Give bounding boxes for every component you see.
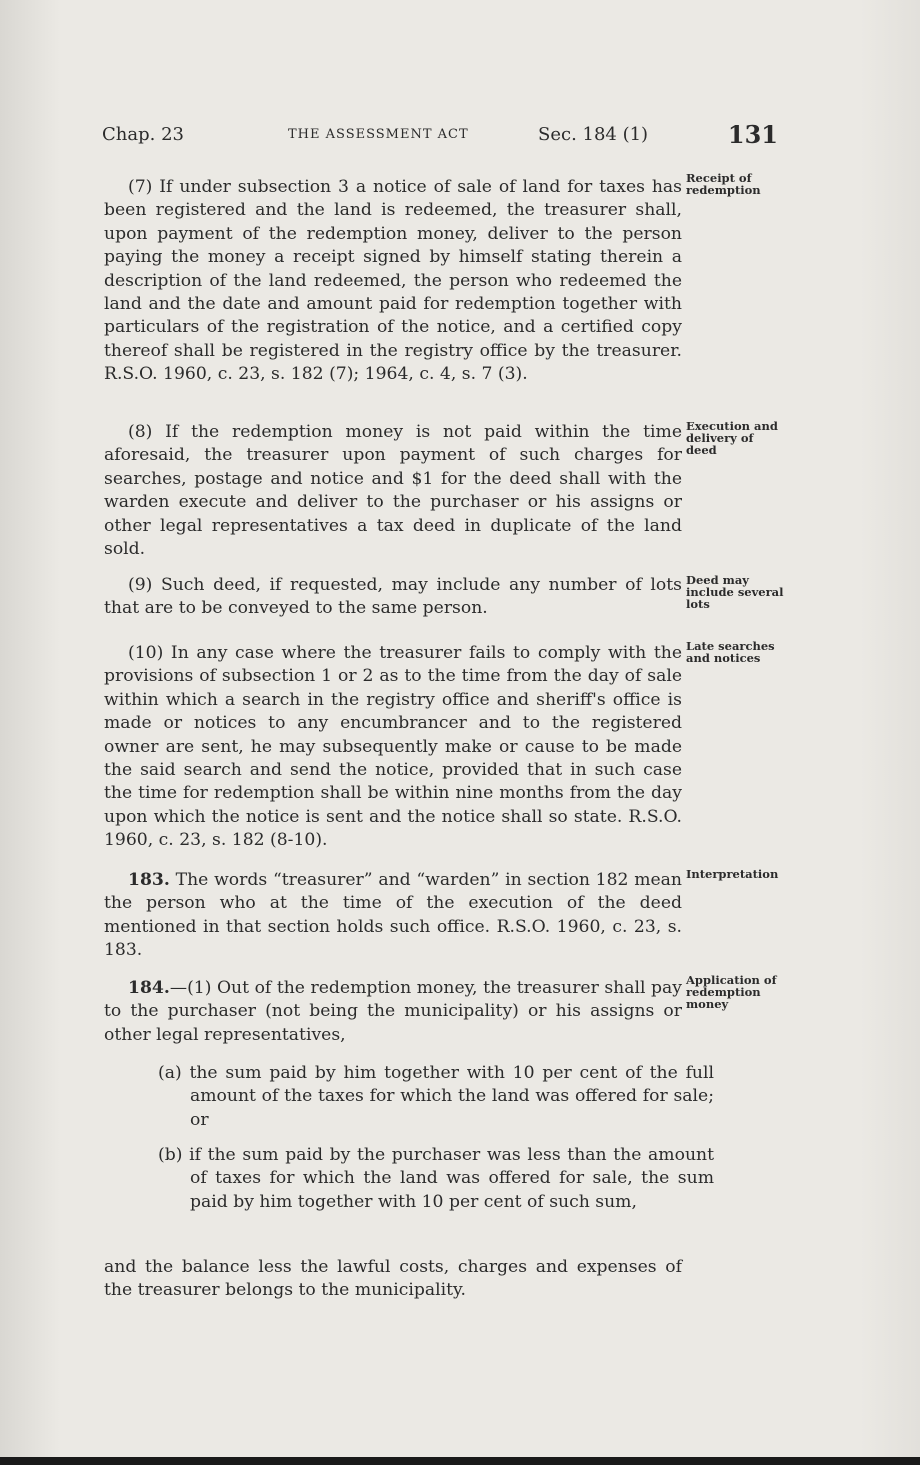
section-184-number: 184. [128, 978, 170, 998]
side-note-execution: Execution and delivery of deed [686, 419, 778, 457]
item-a: (a) the sum paid by him together with 10 per cent of the full amount of the taxes for which the land was offered for sale; or [158, 1063, 714, 1130]
section-183 [104, 869, 682, 963]
chapter-label: Chap. 23 [102, 124, 184, 145]
page-number: 131 [727, 120, 778, 149]
running-title: THE ASSESSMENT ACT [288, 127, 469, 142]
section-183-number: 183. [128, 870, 170, 890]
item-b: (b) if the sum paid by the purchaser was less than the amount of taxes for which the land was offered for sale, the sum paid by him together with 10 per cent of such sum, [158, 1145, 714, 1212]
scan-edge [0, 1457, 920, 1465]
section-184-text: —(1) Out of the redemption money, the treasurer shall pay to the purchaser (not being the municipality) or his assigns or other legal representatives, [104, 978, 682, 1045]
paragraph-10: (10) In any case where the treasurer fails to comply with the provisions of subsection 1 or 2 as to the time from the day of sale within which a search in the registry office and sheriff's office is made or notices to any encumbrancer and to the registered owner are sent, he may subsequently make or cause to be made the said search and send the notice, provided that in such case the time for redemption shall be within nine months from the day upon which the notice is sent and the notice shall so state. R.S.O. 1960, c. 23, s. 182 (8-10). [104, 643, 682, 851]
side-note-interpretation: Interpretation [686, 867, 779, 881]
paragraph-9: (9) Such deed, if requested, may include any number of lots that are to be conveyed to the same person. [104, 575, 682, 619]
side-note-application: Application of redemption money [686, 973, 777, 1011]
side-note-deed-may: Deed may include several lots [686, 573, 784, 611]
paragraph-8: (8) If the redemption money is not paid within the time aforesaid, the treasurer upon payment of such charges for searches, postage and notice and $1 for the deed shall with the warden execute and deliver to the purchaser or his assigns or other legal representatives a tax deed in duplicate of the land sold. [104, 422, 682, 560]
side-note-late-searches: Late searches and notices [686, 639, 775, 665]
section-183-text: The words “treasurer” and “warden” in section 182 mean the person who at the time of the execution of the deed mentioned in that section holds such office. R.S.O. 1960, c. 23, s. 183. [104, 870, 683, 961]
side-note-receipt: Receipt of redemption [686, 171, 761, 197]
section-184 [104, 977, 682, 1047]
section-label: Sec. 184 (1) [538, 124, 649, 145]
closing-paragraph: and the balance less the lawful costs, charges and expenses of the treasurer belongs to the municipality. [104, 1257, 682, 1301]
page-header [102, 120, 782, 154]
paragraph-7: (7) If under subsection 3 a notice of sale of land for taxes has been registered and the land is redeemed, the treasurer shall, upon payment of the redemption money, deliver to the person paying the money a receipt signed by himself stating therein a description of the land redeemed, the person who redeemed the land and the date and amount paid for redemption together with particulars of the registration of the notice, and a certified copy thereof shall be registered in the registry office by the treasurer. R.S.O. 1960, c. 23, s. 182 (7); 1964, c. 4, s. 7 (3). [104, 177, 682, 385]
